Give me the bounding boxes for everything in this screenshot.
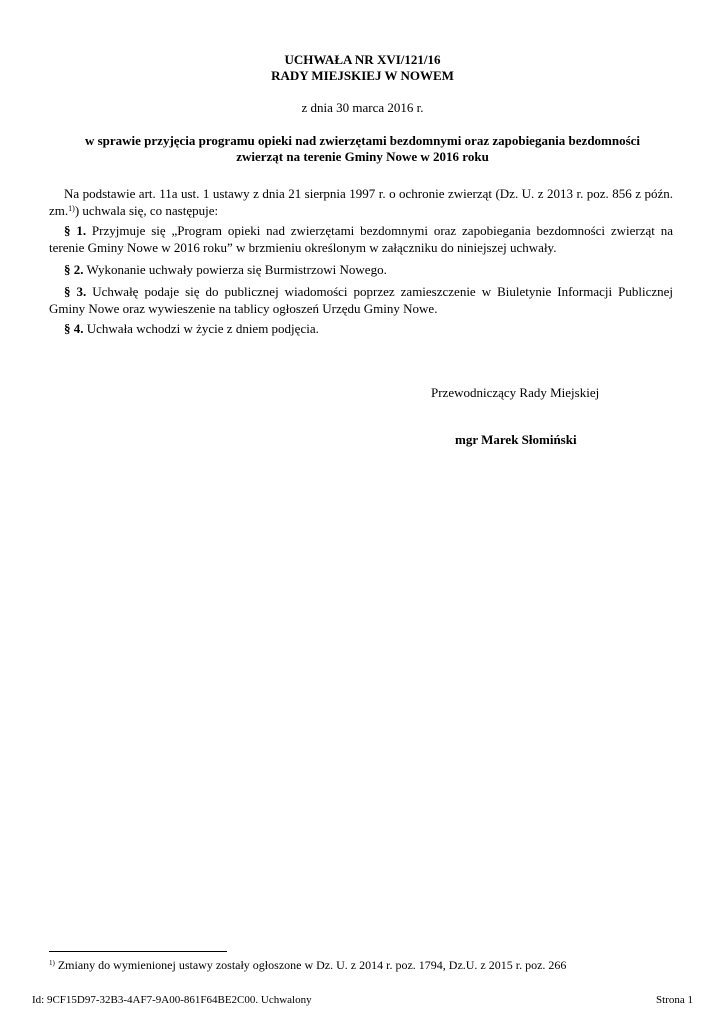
section-1-label: § 1.	[64, 223, 87, 238]
section-3-label: § 3.	[64, 284, 87, 299]
document-id: Id: 9CF15D97-32B3-4AF7-9A00-861F64BE2C00. Uchwalony	[32, 994, 312, 1006]
section-2-text: Wykonanie uchwały powierza się Burmistrzowi Nowego.	[83, 262, 387, 277]
preamble-text: Na podstawie art. 11a ust. 1 ustawy z dnia 21 sierpnia 1997 r. o ochronie zwierząt (Dz. U. z 2013 r. poz. 856 z późn. zm.	[49, 186, 673, 218]
footnote-number: 1)	[49, 959, 55, 967]
resolution-date: z dnia 30 marca 2016 r.	[301, 100, 424, 115]
page-number: Strona 1	[656, 994, 693, 1006]
section-3-text: Uchwałę podaje się do publicznej wiadomości poprzez zamieszczenie w Biuletynie Informacji Publicznej Gminy Nowe oraz wywieszenie na tablicy ogłoszeń Urzędu Gminy Nowe.	[49, 284, 673, 316]
preamble	[49, 185, 673, 219]
section-3	[49, 283, 673, 317]
section-4-label: § 4.	[64, 321, 84, 336]
footnote-text: Zmiany do wymienionej ustawy zostały ogłoszone w Dz. U. z 2014 r. poz. 1794, Dz.U. z 2015 r. poz. 266	[54, 958, 567, 972]
council-name: RADY MIEJSKIEJ W NOWEM	[271, 68, 454, 83]
section-4-text: Uchwała wchodzi w życie z dniem podjęcia.	[83, 321, 319, 336]
resolution-subject: w sprawie przyjęcia programu opieki nad zwierzętami bezdomnymi oraz zapobiegania bezdomności zwierząt na terenie Gminy Nowe w 2016 roku	[84, 133, 641, 164]
section-2	[49, 261, 673, 278]
resolution-number: UCHWAŁA NR XVI/121/16	[284, 52, 441, 67]
signatory-name: mgr Marek Słomiński	[455, 432, 577, 447]
footnote	[49, 958, 566, 973]
signatory-role: Przewodniczący Rady Miejskiej	[431, 385, 600, 400]
preamble-tail: ) uchwala się, co następuje:	[74, 203, 219, 218]
section-4	[49, 320, 673, 337]
footnote-divider	[49, 951, 227, 952]
footnote-ref: 1)	[68, 204, 75, 213]
section-1-text: Przyjmuje się „Program opieki nad zwierzętami bezdomnymi oraz zapobiegania bezdomności zwierząt na terenie Gminy Nowe w 2016 roku” w brzmieniu określonym w załączniku do niniejszej uchwały.	[49, 223, 673, 255]
section-1	[49, 222, 673, 256]
section-2-label: § 2.	[64, 262, 84, 277]
